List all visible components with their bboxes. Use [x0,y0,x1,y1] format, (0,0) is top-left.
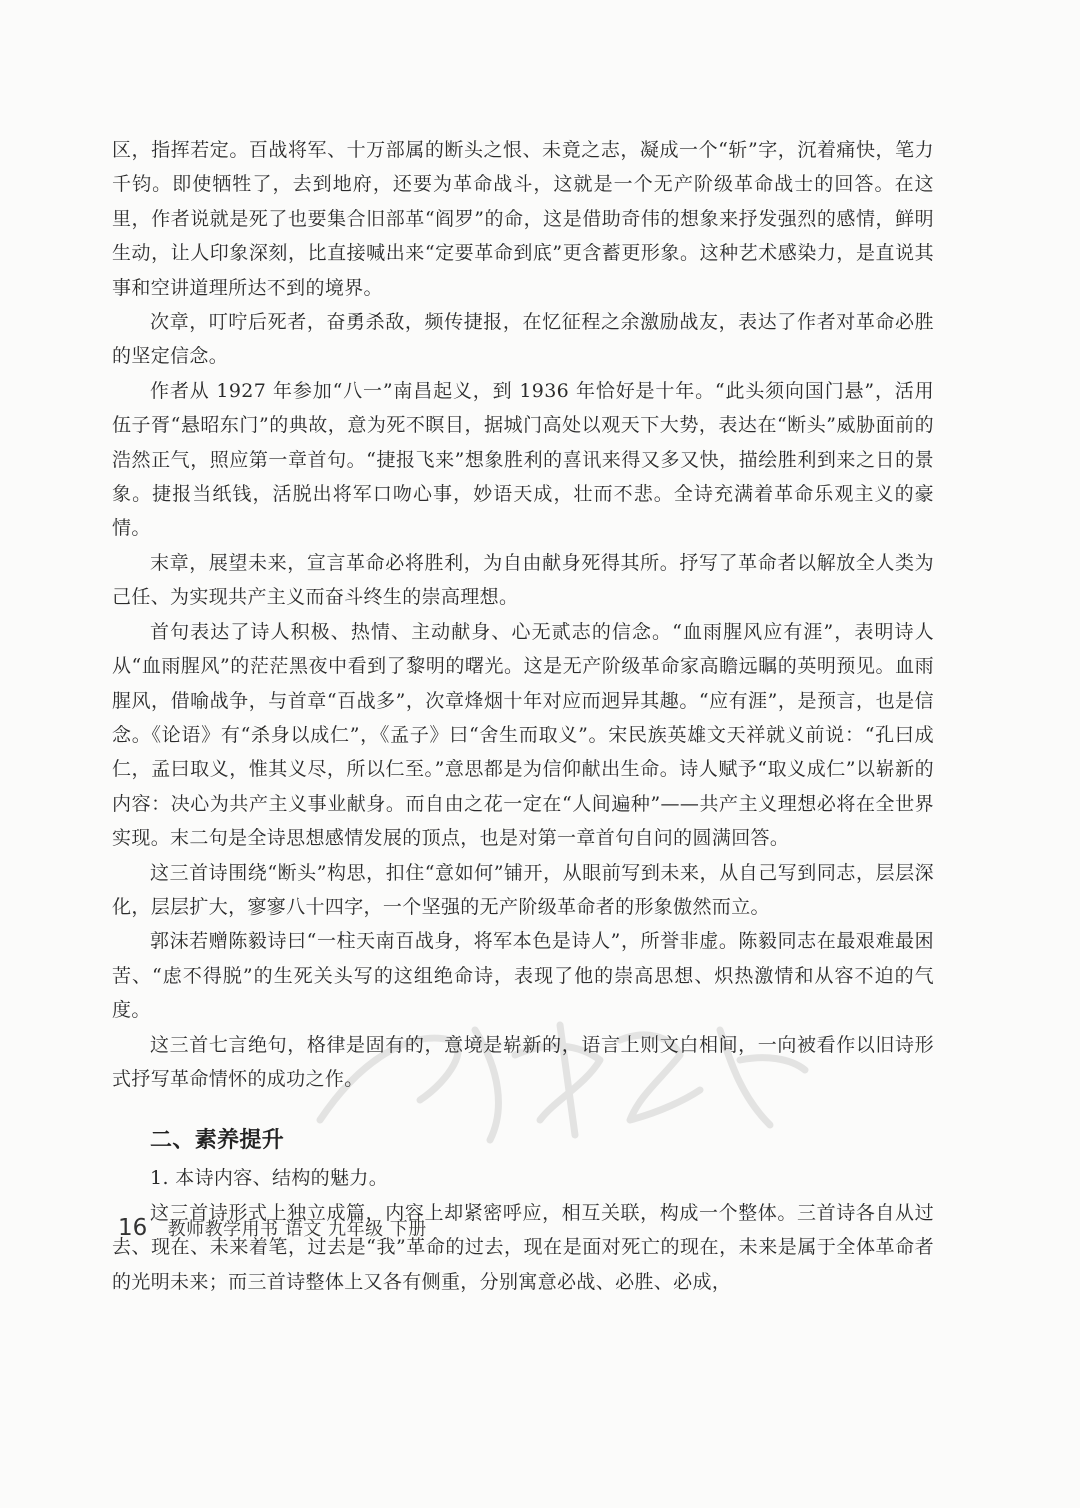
section-subheading: 1. 本诗内容、结构的魅力。 [150,1167,389,1190]
paragraph-7: 郭沫若赠陈毅诗曰“一柱天南百战身，将军本色是诗人”，所誉非虚。陈毅同志在最艰难最困苦、“虑不得脱”的生死关头写的这组绝命诗，表现了他的崇高思想、炽热激情和从容不迫的气度。 [112,930,934,1022]
page-number: 16 [118,1215,148,1241]
section-heading: 二、素养提升 [150,1128,285,1154]
body-text [112,133,934,1299]
paragraph-1: 区，指挥若定。百战将军、十万部属的断头之恨、未竟之志，凝成一个“斩”字，沉着痛快，笔力千钧。即使牺牲了，去到地府，还要为革命战斗，这就是一个无产阶级革命战士的回答。在这里，作者说就是死了也要集合旧部革“阎罗”的命，这是借助奇伟的想象来抒发强烈的感情，鲜明生动，让人印象深刻，比直接喊出来“定要革命到底”更含蓄更形象。这种艺术感染力，是直说其事和空讲道理所达不到的境界。 [112,139,934,299]
paragraph-4: 末章，展望未来，宣言革命必将胜利，为自由献身死得其所。抒写了革命者以解放全人类为己任、为实现共产主义而奋斗终生的崇高理想。 [112,551,934,609]
paragraph-3: 作者从 1927 年参加“八一”南昌起义，到 1936 年恰好是十年。“此头须向国门悬”，活用伍子胥“悬昭东门”的典故，意为死不瞑目，据城门高处以观天下大势，表达在“断头”威胁面前的浩然正气，照应第一章首句。“捷报飞来”想象胜利的喜讯来得又多又快，描绘胜利到来之日的景象。捷报当纸钱，活脱出将军口吻心事，妙语天成，壮而不悲。全诗充满着革命乐观主义的豪情。 [112,379,934,540]
section-paragraph: 这三首诗形式上独立成篇，内容上却紧密呼应，相互关联，构成一个整体。三首诗各自从过去、现在、未来着笔，过去是“我”革命的过去，现在是面对死亡的现在，未来是属于全体革命者的光明未来；而三首诗整体上又各有侧重，分别寓意必战、必胜、必成， [112,1201,934,1293]
page-footer [118,1215,427,1241]
paragraph-2: 次章，叮咛后死者，奋勇杀敌，频传捷报，在忆征程之余激励战友，表达了作者对革命必胜的坚定信念。 [112,311,934,368]
paragraph-6: 这三首诗围绕“断头”构思，扣住“意如何”铺开，从眼前写到未来，从自己写到同志，层层深化，层层扩大，寥寥八十四字，一个坚强的无产阶级革命者的形象傲然而立。 [112,861,934,918]
paragraph-8: 这三首七言绝句，格律是固有的，意境是崭新的，语言上则文白相间，一向被看作以旧诗形式抒写革命情怀的成功之作。 [112,1033,934,1090]
book-title: 教师教学用书 语文 九年级 下册 [167,1219,427,1240]
paragraph-5: 首句表达了诗人积极、热情、主动献身、心无贰志的信念。“血雨腥风应有涯”，表明诗人从“血雨腥风”的茫茫黑夜中看到了黎明的曙光。这是无产阶级革命家高瞻远瞩的英明预见。血雨腥风，借喻战争，与首章“百战多”，次章烽烟十年对应而迥异其趣。“应有涯”，是预言，也是信念。《论语》有“杀身以成仁”，《孟子》曰“舍生而取义”。宋民族英雄文天祥就义前说：“孔曰成仁，孟曰取义，惟其义尽，所以仁至。”意思都是为信仰献出生命。诗人赋予“取义成仁”以崭新的内容：决心为共产主义事业献身。而自由之花一定在“人间遍种”——共产主义理想必将在全世界实现。末二句是全诗思想感情发展的顶点，也是对第一章首句自问的圆满回答。 [112,620,934,850]
